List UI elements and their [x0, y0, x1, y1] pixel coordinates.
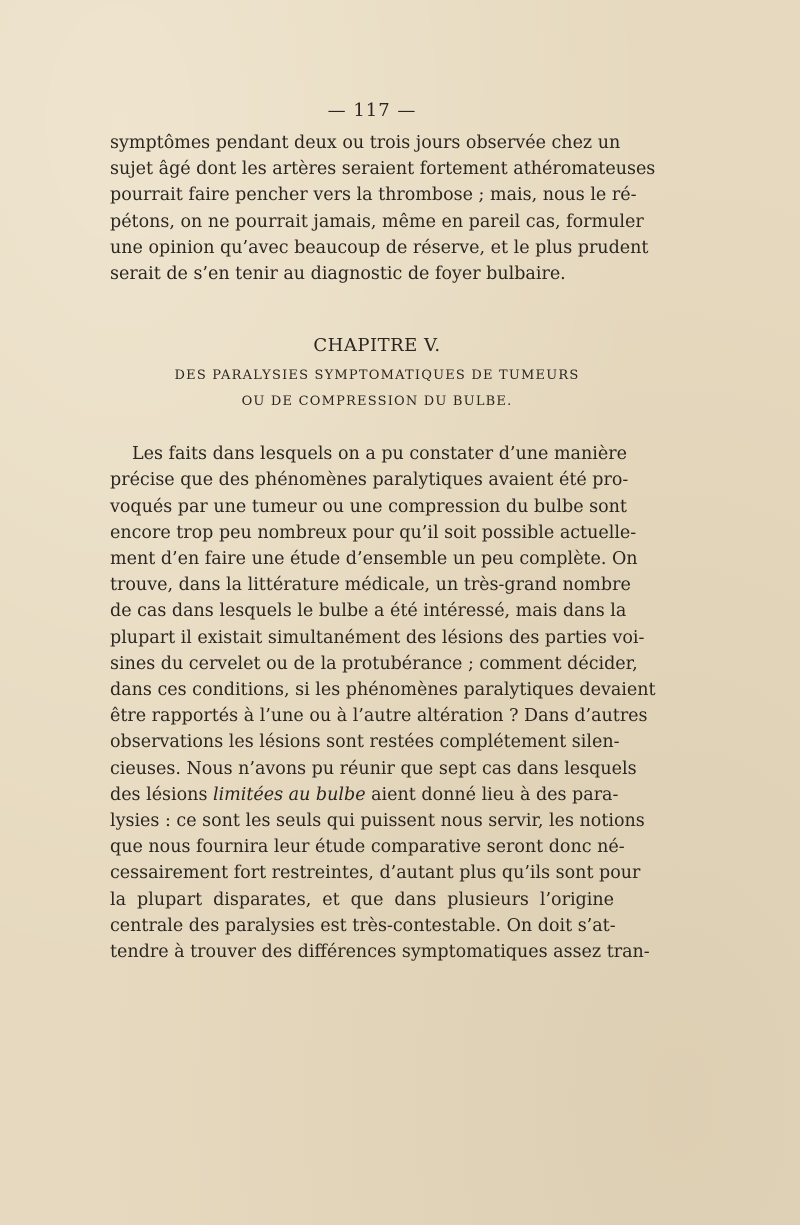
text-line: lysies : ce sont les seuls qui puissent nous servir, les notions: [110, 811, 645, 832]
text-line: une opinion qu’avec beaucoup de réserve, et le plus prudent: [110, 237, 649, 258]
body-paragraph: [110, 441, 656, 965]
page-number: — 117 —: [327, 100, 417, 121]
text-line: pourrait faire pencher vers la thrombose ; mais, nous le ré-: [110, 185, 637, 206]
text-line: cieuses. Nous n’avons pu réunir que sept cas dans lesquels: [110, 758, 637, 779]
text-line: encore trop peu nombreux pour qu’il soit possible actuelle-: [110, 522, 637, 543]
text-line: que nous fournira leur étude comparative seront donc né-: [110, 837, 625, 858]
chapter-title: CHAPITRE V.: [313, 335, 441, 357]
chapter-subtitle-line: DES PARALYSIES SYMPTOMATIQUES DE TUMEURS: [174, 368, 580, 384]
italic-text: limitées au bulbe: [212, 784, 366, 805]
text-line: tendre à trouver des différences symptomatiques assez tran-: [110, 942, 650, 963]
text-line: symptômes pendant deux ou trois jours observée chez un: [110, 133, 621, 153]
text-line: trouve, dans la littérature médicale, un très-grand nombre: [110, 575, 631, 596]
text-line: cessairement fort restreintes, d’autant plus qu’ils sont pour: [110, 863, 641, 884]
text-line: observations les lésions sont restées complétement silen-: [110, 732, 620, 753]
text-line: pétons, on ne pourrait jamais, même en pareil cas, formuler: [110, 211, 644, 232]
text-line: dans ces conditions, si les phénomènes paralytiques devaient: [110, 680, 656, 701]
intro-paragraph: [110, 130, 656, 287]
text-line: précise que des phénomènes paralytiques avaient été pro-: [110, 470, 629, 491]
text-line: centrale des paralysies est très-contestable. On doit s’at-: [110, 915, 616, 936]
text-line: sujet âgé dont les artères seraient fortement athéromateuses: [110, 159, 656, 180]
text-line-italic: [110, 782, 619, 808]
text-line: ment d’en faire une étude d’ensemble un peu complète. On: [110, 549, 638, 570]
text-line: plupart il existait simultanément des lésions des parties voi-: [110, 627, 645, 648]
text-line: de cas dans lesquels le bulbe a été intéressé, mais dans la: [110, 601, 627, 622]
text-fragment: aient donné lieu à des para-: [365, 784, 619, 805]
book-page: [110, 96, 656, 965]
text-line: Les faits dans lesquels on a pu constater d’une manière: [132, 444, 627, 465]
text-line: sines du cervelet ou de la protubérance ; comment décider,: [110, 653, 638, 674]
chapter-subtitle: [140, 363, 614, 415]
text-fragment: des lésions: [110, 784, 213, 805]
text-line: voqués par une tumeur ou une compression du bulbe sont: [110, 496, 627, 517]
chapter-subtitle-line: OU DE COMPRESSION DU BULBE.: [241, 394, 513, 410]
text-line: serait de s’en tenir au diagnostic de foyer bulbaire.: [110, 264, 566, 285]
text-line: la plupart disparates, et que dans plusieurs l’origine: [110, 889, 614, 910]
text-line: être rapportés à l’une ou à l’autre altération ? Dans d’autres: [110, 706, 648, 727]
